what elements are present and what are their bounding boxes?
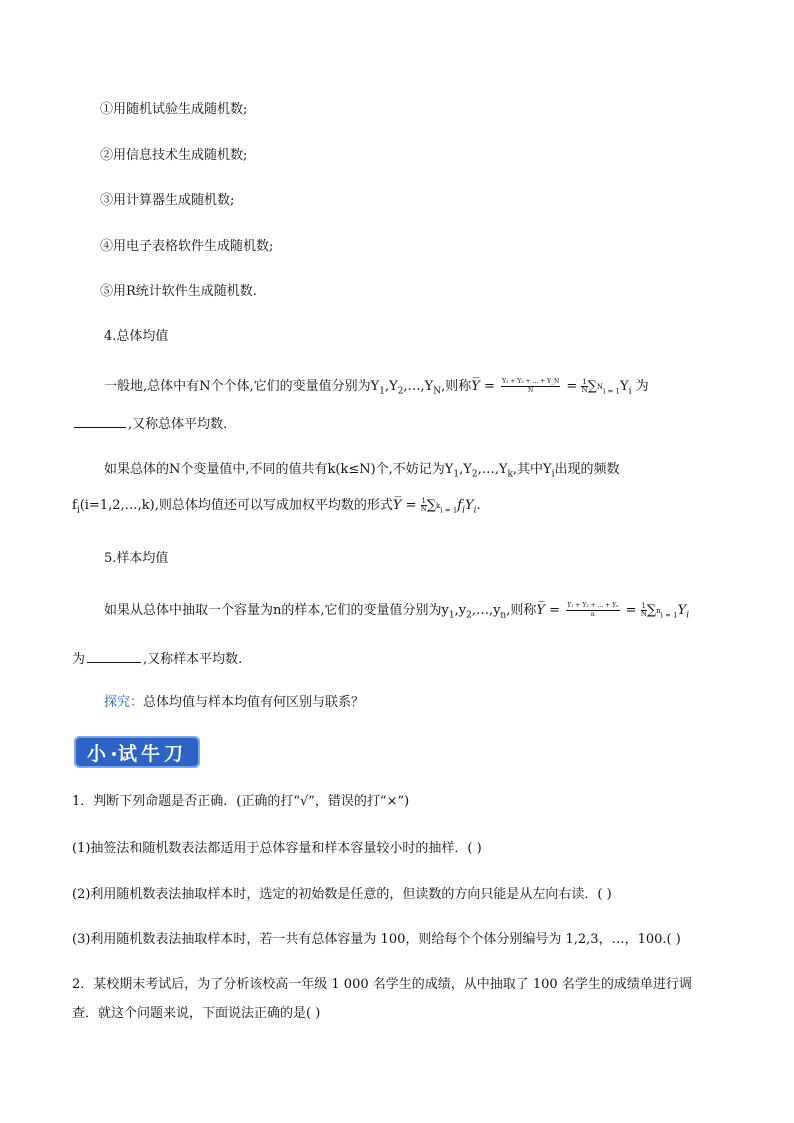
explore-label: 探究： bbox=[104, 695, 144, 710]
method-item: ③用计算器生成随机数; bbox=[100, 193, 235, 208]
text-segment: 则称 bbox=[510, 603, 537, 618]
question-2-line-2: 查．就这个问题来说，下面说法正确的是( ) bbox=[72, 1006, 321, 1021]
text-segment: ,又称样本平均数. bbox=[143, 652, 243, 667]
badge-dot bbox=[112, 752, 116, 756]
weighted-mean-paragraph: 如果总体的N个变量值中,不同的值共有k(k≤N)个,不妨记为$Y_1,Y_2,\dots,Y_k$,其中$Y_i$出现的频数 bbox=[104, 462, 620, 480]
badge-char: 小 bbox=[86, 742, 110, 765]
fraction-denominator: N bbox=[528, 387, 534, 394]
weighted-mean-formula-line: $f_i(i=1,2,\dots,k)$,则总体均值还可以写成加权平均数的形式Y̅ = $\frac{1}{N}$ $\sum^ki = 1f_iY_i$. bbox=[72, 497, 481, 516]
sample-mean-definition: 如果从总体中抽取一个容量为n的样本,它们的变量值分别为$y_1,y_2,\dots,y_n$,则称Y̅ = $\frac{\text{Y₁ + Y₂ + ... + Yₙ}}{n}$ = $\frac{1}{N}$ $\sum^ni = 1Y_i$ bbox=[104, 602, 690, 621]
badge-label bbox=[87, 739, 187, 766]
text-segment: 为 bbox=[72, 652, 86, 667]
question-1-item-3: (3)利用随机数表法抽取样本时，若一共有总体容量为 100，则给每个个体分别编号为 1,2,3，…，100.( ) bbox=[72, 932, 681, 947]
formula-fraction bbox=[501, 378, 560, 395]
population-mean-definition: 一般地,总体中有N个个体,它们的变量值分别为$Y_1,Y_2,\dots,Y_N$,则称Y̅ = $\frac{\text{Y₁ + Y₂ + ... + Y\_N}}{N}$ = $\frac{1}{N}$ $\sum^Ni = 1Y_i$ 为 bbox=[104, 378, 649, 397]
text-segment: 一般地,总体中有N个个体,它们的变量值分别为Y bbox=[104, 379, 380, 394]
text-segment: ,又称总体平均数. bbox=[128, 417, 228, 432]
text-segment: 出现的频数 bbox=[554, 462, 620, 477]
method-item: ④用电子表格软件生成随机数; bbox=[100, 239, 274, 254]
explore-question bbox=[104, 694, 364, 712]
question-2-line-1: 2．某校期末考试后，为了分析该校高一年级 1 000 名学生的成绩，从中抽取了 100 名学生的成绩单进行调 bbox=[72, 977, 692, 992]
formula-fraction bbox=[566, 602, 619, 619]
text-segment: (i=1,2,…,k),则总体均值还可以写成加权平均数的形式 bbox=[79, 498, 393, 513]
text-segment: 如果总体的N个变量值中,不同的值共有k(k≤N)个,不妨记为Y bbox=[104, 462, 454, 477]
section-heading: 4.总体均值 bbox=[104, 329, 169, 344]
text-segment: 如果从总体中抽取一个容量为n的样本,它们的变量值分别为y bbox=[104, 603, 449, 618]
badge-char: 刀 bbox=[164, 742, 188, 765]
question-1-item-2: (2)利用随机数表法抽取样本时，选定的初始数是任意的，但读数的方向只能是从左向右读．( ) bbox=[72, 887, 612, 902]
section-badge bbox=[74, 736, 200, 768]
answer-blank[interactable] bbox=[74, 415, 126, 428]
badge-char: 试 bbox=[117, 742, 141, 765]
text-segment: 其中Y bbox=[517, 462, 552, 477]
fraction-denominator: n bbox=[590, 611, 595, 618]
text-segment: 则称 bbox=[445, 379, 472, 394]
sample-mean-blank-line bbox=[72, 650, 242, 669]
fraction-numerator: Y₁ + Y₂ + ... + Y_N bbox=[502, 378, 560, 385]
population-mean-blank-line bbox=[72, 415, 227, 434]
fraction-numerator: Y₁ + Y₂ + ... + Yₙ bbox=[567, 602, 619, 609]
text-segment: 为 bbox=[635, 379, 649, 394]
question-1-item-1: (1)抽签法和随机数表法都适用于总体容量和样本容量较小时的抽样．( ) bbox=[72, 841, 482, 856]
section-heading: 5.样本均值 bbox=[104, 551, 169, 566]
method-item: ②用信息技术生成随机数; bbox=[100, 148, 248, 163]
explore-text: 总体均值与样本均值有何区别与联系？ bbox=[143, 695, 365, 710]
method-item: ①用随机试验生成随机数; bbox=[100, 102, 248, 117]
method-item: ⑤用R统计软件生成随机数. bbox=[100, 284, 257, 299]
badge-char: 牛 bbox=[141, 742, 165, 765]
question-1: 1．判断下列命题是否正确．(正确的打“√”，错误的打“×”) bbox=[72, 794, 410, 809]
answer-blank[interactable] bbox=[87, 650, 141, 663]
